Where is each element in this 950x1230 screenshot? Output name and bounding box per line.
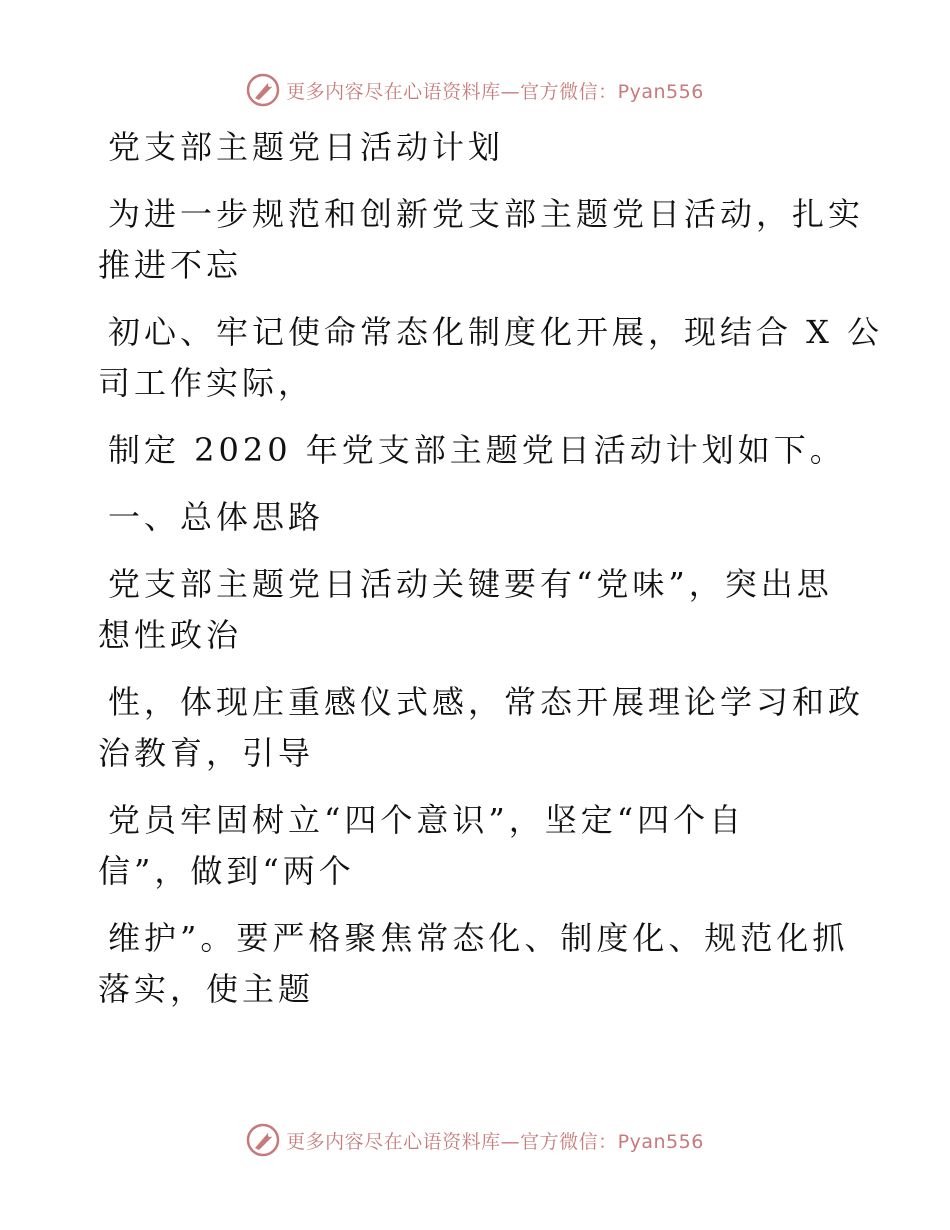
watermark-text: 更多内容尽在心语资料库—官方微信：Pyan556 [286, 80, 704, 103]
paragraph-line: 党支部主题党日活动关键要有“党味”，突出思 [108, 565, 833, 603]
paragraph-line: 落实，使主题 [98, 970, 315, 1008]
paragraph-line: 性，体现庄重感仪式感，常态开展理论学习和政 [108, 683, 865, 721]
paragraph-line: 为进一步规范和创新党支部主题党日活动，扎实 [108, 195, 865, 233]
paragraph-line: 维护”。要严格聚焦常态化、制度化、规范化抓 [108, 919, 849, 957]
paragraph-line: 信”，做到“两个 [98, 852, 355, 890]
watermark-text: 更多内容尽在心语资料库—官方微信：Pyan556 [286, 1130, 704, 1153]
paragraph-line: 党员牢固树立“四个意识”，坚定“四个自 [108, 801, 746, 839]
pen-nib-seal-icon [246, 1123, 280, 1157]
document-title: 党支部主题党日活动计划 [108, 128, 505, 166]
paragraph-line: 治教育，引导 [98, 734, 315, 772]
paragraph-line: 制定 2020 年党支部主题党日活动计划如下。 [108, 431, 846, 469]
section-heading: 一、总体思路 [108, 498, 325, 536]
paragraph-line: 推进不忘 [98, 246, 243, 284]
paragraph-line: 初心、牢记使命常态化制度化开展，现结合 X 公 [108, 313, 884, 351]
paragraph-line: 司工作实际， [98, 364, 315, 402]
pen-nib-seal-icon [246, 73, 280, 107]
document-body [98, 122, 884, 1015]
paragraph-line: 想性政治 [98, 616, 243, 654]
watermark-banner-top [0, 70, 950, 110]
watermark-banner-bottom [0, 1120, 950, 1160]
